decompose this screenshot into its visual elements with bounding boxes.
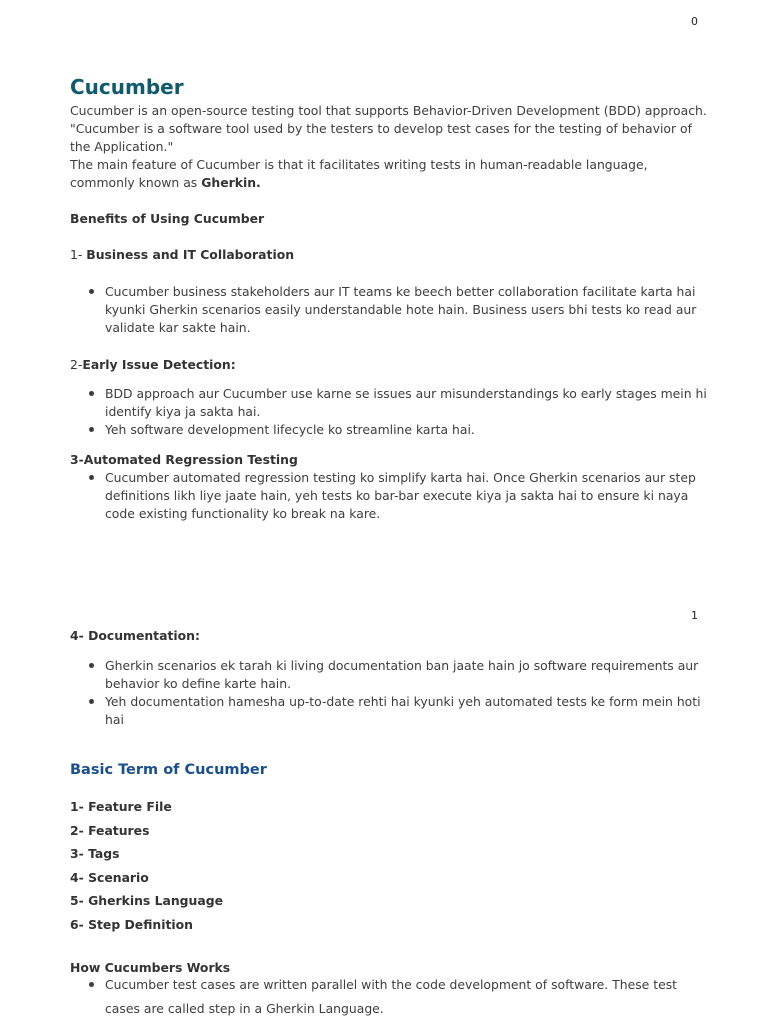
list-item: 1- Feature File — [70, 799, 172, 814]
intro-line: the Application." — [70, 139, 174, 154]
bullet-list — [70, 657, 710, 729]
list-item: Gherkin scenarios ek tarah ki living documentation ban jaate hain jo software requirements aur behavior ko define karte hain. — [70, 657, 710, 693]
intro-line: commonly known as Gherkin. — [70, 175, 261, 190]
list-item: 4- Scenario — [70, 869, 149, 885]
list-item: Cucumber automated regression testing ko simplify karta hai. Once Gherkin scenarios aur step definitions likh liye jaate hain, yeh tests ko bar-bar execute kiya ja sakta hai to ensure ki naya code existing functionality ko break na kare. — [70, 469, 710, 523]
bullet-list — [70, 973, 710, 1021]
list-item: 3- Tags — [70, 846, 120, 862]
benefit-heading: 3-Automated Regression Testing — [70, 452, 298, 467]
benefit-heading: 2-Early Issue Detection: — [70, 357, 236, 372]
section-title: Basic Term of Cucumber — [70, 762, 267, 778]
bullet-list — [70, 385, 710, 439]
intro-line: "Cucumber is a software tool used by the testers to develop test cases for the testing of behavior of — [70, 121, 692, 136]
intro-line: Cucumber is an open-source testing tool that supports Behavior-Driven Development (BDD) approach. — [70, 103, 707, 118]
page-title: Cucumber — [70, 75, 184, 99]
list-item: 2- Features — [70, 822, 150, 838]
list-item: BDD approach aur Cucumber use karne se issues aur misunderstandings ko early stages mein hi identify kiya ja sakta hai. — [70, 385, 710, 421]
list-item: 6- Step Definition — [70, 916, 193, 932]
terms-list — [70, 798, 223, 940]
gherkin-term: Gherkin. — [201, 175, 261, 190]
how-works-heading: How Cucumbers Works — [70, 960, 231, 975]
benefit-heading: 1- Business and IT Collaboration — [70, 247, 295, 262]
bullet-list — [70, 283, 710, 337]
list-item: Cucumber business stakeholders aur IT teams ke beech better collaboration facilitate karta hai kyunki Gherkin scenarios easily understandable hote hain. Business users bhi tests ko read aur validate kar sakte hain. — [70, 283, 710, 337]
page-number: 0 — [691, 15, 698, 28]
benefits-heading: Benefits of Using Cucumber — [70, 211, 265, 226]
intro-paragraph — [70, 102, 710, 192]
page-number: 1 — [691, 609, 698, 622]
list-item: 5- Gherkins Language — [70, 893, 223, 909]
bullet-list — [70, 469, 710, 523]
list-item: Yeh software development lifecycle ko streamline karta hai. — [70, 421, 710, 439]
list-item: Yeh documentation hamesha up-to-date rehti hai kyunki yeh automated tests ke form mein hoti hai — [70, 693, 710, 729]
list-item: Cucumber test cases are written parallel with the code development of software. These test cases are called step in a Gherkin Language. — [70, 973, 710, 1021]
benefit-heading: 4- Documentation: — [70, 628, 200, 643]
intro-line: The main feature of Cucumber is that it facilitates writing tests in human-readable language, — [70, 157, 648, 172]
